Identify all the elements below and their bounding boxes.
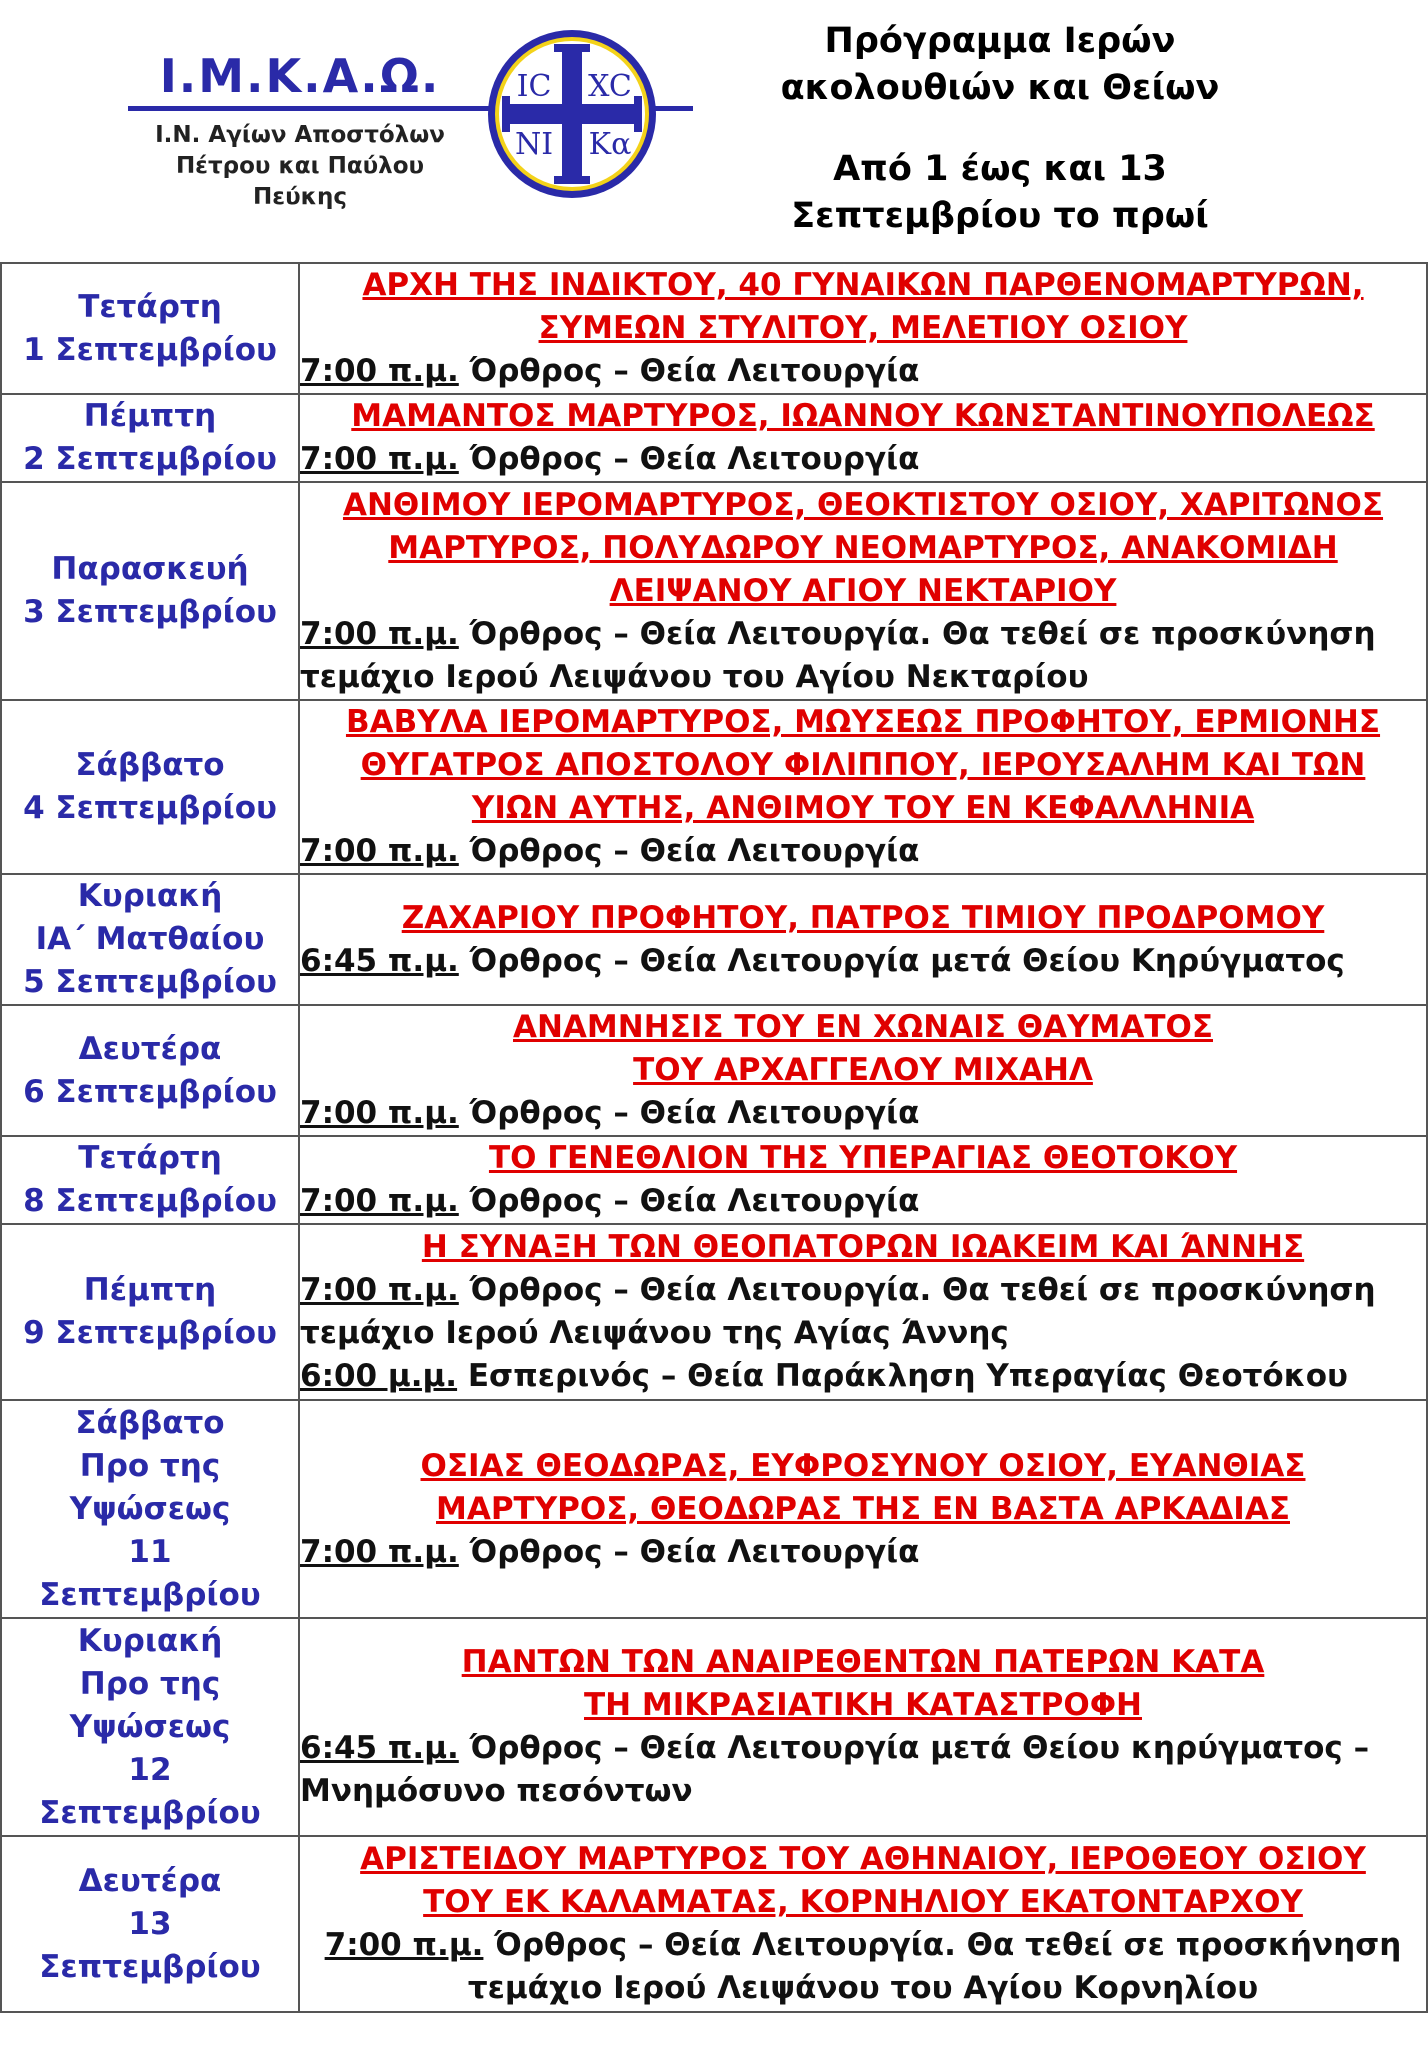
service-cell xyxy=(299,1005,1427,1136)
service-time: 6:45 π.μ. xyxy=(300,942,459,979)
service-line xyxy=(300,1092,1426,1135)
feast-name: ΑΝΘΙΜΟΥ ΙΕΡΟΜΑΡΤΥΡΟΣ, ΘΕΟΚΤΙΣΤΟΥ ΟΣΙΟΥ, ΧΑΡΙΤΩΝΟΣ xyxy=(342,486,1384,523)
parish-name-line: Πέτρου και Παύλου xyxy=(175,153,425,179)
seal-text: NI xyxy=(514,127,554,162)
schedule-row xyxy=(1,1400,1427,1618)
title-line: Πρόγραμμα Ιερών xyxy=(824,21,1176,61)
day-label: Σεπτεμβρίου xyxy=(39,1576,261,1613)
day-label: 8 Σεπτεμβρίου xyxy=(23,1183,277,1219)
day-cell xyxy=(1,394,299,482)
day-label: Κυριακή xyxy=(77,1622,223,1659)
service-description: Εσπερινός – Θεία Παράκληση Υπεραγίας Θεοτόκου xyxy=(457,1358,1348,1394)
service-time: 7:00 π.μ. xyxy=(300,353,459,389)
seal-text: IC xyxy=(516,69,552,104)
feast-name: ΥΙΩΝ ΑΥΤΗΣ, ΑΝΘΙΜΟΥ ΤΟΥ ΕΝ ΚΕΦΑΛΛΗΝΙΑ xyxy=(471,790,1255,826)
feast-name: ΣΥΜΕΩΝ ΣΤΥΛΙΤΟΥ, ΜΕΛΕΤΙΟΥ ΟΣΙΟΥ xyxy=(538,310,1188,346)
page-header xyxy=(0,0,1428,262)
day-label: Προ της xyxy=(79,1447,221,1484)
seal-text: Kα xyxy=(588,127,632,162)
day-label: 9 Σεπτεμβρίου xyxy=(23,1315,277,1351)
title-line: ακολουθιών και Θείων xyxy=(780,68,1220,108)
day-label: Πέμπτη xyxy=(83,398,217,434)
service-time: 7:00 π.μ. xyxy=(300,441,459,477)
parish-name-line: Ι.Ν. Αγίων Αποστόλων xyxy=(155,122,445,148)
day-label: 2 Σεπτεμβρίου xyxy=(23,441,277,477)
feast-name: ΤΗ ΜΙΚΡΑΣΙΑΤΙΚΗ ΚΑΤΑΣΤΡΟΦΗ xyxy=(584,1687,1142,1723)
feast-name: ΘΥΓΑΤΡΟΣ ΑΠΟΣΤΟΛΟΥ ΦΙΛΙΠΠΟΥ, ΙΕΡΟΥΣΑΛΗΜ ΚΑΙ ΤΩΝ xyxy=(360,747,1366,783)
subtitle-line: Σεπτεμβρίου το πρωί xyxy=(791,196,1209,236)
day-label: 3 Σεπτεμβρίου xyxy=(23,594,277,630)
day-label: 13 xyxy=(128,1905,172,1942)
feast-name: ΑΡΙΣΤΕΙΔΟΥ ΜΑΡΤΥΡΟΣ ΤΟΥ ΑΘΗΝΑΙΟΥ, ΙΕΡΟΘΕΟΥ ΟΣΙΟΥ xyxy=(360,1841,1366,1877)
day-label: Σάββατο xyxy=(75,747,225,783)
day-label: Πέμπτη xyxy=(83,1272,217,1308)
schedule-row xyxy=(1,482,1427,700)
service-cell xyxy=(299,700,1427,874)
feast-name: ΟΣΙΑΣ ΘΕΟΔΩΡΑΣ, ΕΥΦΡΟΣΥΝΟΥ ΟΣΙΟΥ, ΕΥΑΝΘΙΑΣ xyxy=(420,1447,1306,1484)
schedule-row xyxy=(1,700,1427,874)
service-cell xyxy=(299,1224,1427,1400)
schedule-row xyxy=(1,874,1427,1005)
service-description: Όρθρος – Θεία Λειτουργία μετά Θείου Κηρύγματος xyxy=(458,942,1345,979)
day-cell xyxy=(1,1836,299,2012)
schedule-row xyxy=(1,1224,1427,1400)
service-description: Όρθρος – Θεία Λειτουργία xyxy=(458,833,920,869)
schedule-row xyxy=(1,263,1427,394)
day-label: Υψώσεως xyxy=(69,1490,231,1527)
day-label: Σεπτεμβρίου xyxy=(39,1794,261,1831)
service-description: Όρθρος – Θεία Λειτουργία. Θα τεθεί σε προσκήνηση τεμάχιο Ιερού Λειψάνου του Αγίου Κορνηλίου xyxy=(467,1927,1402,2006)
feast-name: ΤΟΥ ΑΡΧΑΓΓΕΛΟΥ ΜΙΧΑΗΛ xyxy=(633,1052,1093,1088)
service-line xyxy=(300,1355,1426,1398)
day-cell xyxy=(1,263,299,394)
schedule-rows xyxy=(1,263,1427,2012)
day-label: Παρασκευή xyxy=(51,551,249,587)
feast-name: ΑΡΧΗ ΤΗΣ ΙΝΔΙΚΤΟΥ, 40 ΓΥΝΑΙΚΩΝ ΠΑΡΘΕΝΟΜΑΡΤΥΡΩΝ, xyxy=(362,267,1364,303)
service-line xyxy=(300,1727,1426,1813)
feast-name: ΤΟ ΓΕΝΕΘΛΙΟΝ ΤΗΣ ΥΠΕΡΑΓΙΑΣ ΘΕΟΤΟΚΟΥ xyxy=(488,1140,1238,1176)
service-cell xyxy=(299,1618,1427,1836)
service-description: Όρθρος – Θεία Λειτουργία μετά Θείου κηρύγματος – Μνημόσυνο πεσόντων xyxy=(300,1730,1370,1809)
service-time: 7:00 π.μ. xyxy=(324,1927,484,1963)
service-description: Όρθρος – Θεία Λειτουργία xyxy=(458,1183,920,1219)
feast-name: Η ΣΥΝΑΞΗ ΤΩΝ ΘΕΟΠΑΤΟΡΩΝ ΙΩΑΚΕΙΜ ΚΑΙ ΆΝΝΗΣ xyxy=(421,1229,1305,1265)
day-label: 12 xyxy=(128,1751,172,1788)
day-cell xyxy=(1,700,299,874)
schedule-row xyxy=(1,1136,1427,1224)
service-line xyxy=(300,940,1426,983)
service-cell xyxy=(299,482,1427,700)
service-line xyxy=(300,613,1426,699)
feast-name: ΜΑΡΤΥΡΟΣ, ΠΟΛΥΔΩΡΟΥ ΝΕΟΜΑΡΤΥΡΟΣ, ΑΝΑΚΟΜΙΔΗ xyxy=(388,529,1338,566)
service-description: Όρθρος – Θεία Λειτουργία xyxy=(458,1095,920,1131)
schedule-table xyxy=(0,262,1428,2013)
day-label: Τετάρτη xyxy=(78,1140,222,1176)
day-cell xyxy=(1,874,299,1005)
day-label: 5 Σεπτεμβρίου xyxy=(23,964,277,1000)
feast-name: ΒΑΒΥΛΑ ΙΕΡΟΜΑΡΤΥΡΟΣ, ΜΩΥΣΕΩΣ ΠΡΟΦΗΤΟΥ, ΕΡΜΙΟΝΗΣ xyxy=(345,704,1381,740)
parish-name xyxy=(120,120,480,213)
service-time: 6:45 π.μ. xyxy=(300,1730,459,1766)
day-cell xyxy=(1,1618,299,1836)
service-cell xyxy=(299,1400,1427,1618)
service-time: 7:00 π.μ. xyxy=(300,1533,459,1570)
day-cell xyxy=(1,1224,299,1400)
service-cell xyxy=(299,1836,1427,2012)
logo-wordmark xyxy=(120,48,480,104)
feast-name: ΜΑΡΤΥΡΟΣ, ΘΕΟΔΩΡΑΣ ΤΗΣ ΕΝ ΒΑΣΤΑ ΑΡΚΑΔΙΑΣ xyxy=(436,1490,1290,1527)
feast-name: ΠΑΝΤΩΝ ΤΩΝ ΑΝΑΙΡΕΘΕΝΤΩΝ ΠΑΤΕΡΩΝ ΚΑΤΑ xyxy=(461,1644,1265,1680)
service-time: 7:00 π.μ. xyxy=(300,833,459,869)
service-line xyxy=(300,438,1426,481)
schedule-title xyxy=(740,18,1260,240)
service-time: 7:00 π.μ. xyxy=(300,1272,459,1308)
day-label: 1 Σεπτεμβρίου xyxy=(23,331,277,368)
day-label: 6 Σεπτεμβρίου xyxy=(23,1073,277,1110)
day-cell xyxy=(1,1400,299,1618)
service-line xyxy=(300,1924,1426,2010)
schedule-row xyxy=(1,1618,1427,1836)
day-label: Δευτέρα xyxy=(78,1030,222,1067)
service-line xyxy=(300,1531,1426,1574)
service-line xyxy=(300,1269,1426,1355)
service-line xyxy=(300,1180,1426,1223)
service-description: Όρθρος – Θεία Λειτουργία xyxy=(458,353,920,389)
ic-xc-nika-seal-icon xyxy=(484,26,660,202)
service-line xyxy=(300,830,1426,873)
day-label: 4 Σεπτεμβρίου xyxy=(23,790,277,826)
logo-name: Ι.Μ.Κ.Α.Ω. xyxy=(159,49,441,103)
feast-name: ΜΑΜΑΝΤΟΣ ΜΑΡΤΥΡΟΣ, ΙΩΑΝΝΟΥ ΚΩΝΣΤΑΝΤΙΝΟΥΠΟΛΕΩΣ xyxy=(351,398,1375,434)
day-label: Τετάρτη xyxy=(78,288,222,325)
service-description: Όρθρος – Θεία Λειτουργία xyxy=(458,441,920,477)
feast-name: ΛΕΙΨΑΝΟΥ ΑΓΙΟΥ ΝΕΚΤΑΡΙΟΥ xyxy=(609,572,1117,609)
feast-name: ΤΟΥ ΕΚ ΚΑΛΑΜΑΤΑΣ, ΚΟΡΝΗΛΙΟΥ ΕΚΑΤΟΝΤΑΡΧΟΥ xyxy=(423,1884,1303,1920)
day-cell xyxy=(1,1005,299,1136)
subtitle-line: Από 1 έως και 13 xyxy=(833,149,1167,189)
feast-name: ΑΝΑΜΝΗΣΙΣ ΤΟΥ ΕΝ ΧΩΝΑΙΣ ΘΑΥΜΑΤΟΣ xyxy=(513,1009,1213,1045)
service-cell xyxy=(299,394,1427,482)
service-time: 7:00 π.μ. xyxy=(300,615,459,652)
schedule-row xyxy=(1,394,1427,482)
day-cell xyxy=(1,1136,299,1224)
service-time: 7:00 π.μ. xyxy=(300,1183,459,1219)
day-label: Δευτέρα xyxy=(78,1862,222,1899)
service-description: Όρθρος – Θεία Λειτουργία. Θα τεθεί σε προσκύνηση τεμάχιο Ιερού Λειψάνου της Αγίας Άννης xyxy=(300,1272,1376,1351)
feast-name: ΖΑΧΑΡΙΟΥ ΠΡΟΦΗΤΟΥ, ΠΑΤΡΟΣ ΤΙΜΙΟΥ ΠΡΟΔΡΟΜΟΥ xyxy=(401,899,1325,936)
day-label: Κυριακή xyxy=(77,878,223,914)
service-cell xyxy=(299,263,1427,394)
day-label: Σεπτεμβρίου xyxy=(39,1948,261,1985)
day-label: ΙΑ΄ Ματθαίου xyxy=(35,921,265,957)
seal-text: XC xyxy=(588,69,632,104)
parish-name-line: Πεύκης xyxy=(253,184,347,210)
schedule-row xyxy=(1,1005,1427,1136)
schedule-row xyxy=(1,1836,1427,2012)
service-line xyxy=(300,350,1426,393)
day-label: Προ της xyxy=(79,1665,221,1702)
day-label: Σάββατο xyxy=(75,1404,225,1441)
service-time: 6:00 μ.μ. xyxy=(300,1358,458,1394)
service-description: Όρθρος – Θεία Λειτουργία. Θα τεθεί σε προσκύνηση τεμάχιο Ιερού Λειψάνου του Αγίου Νεκταρίου xyxy=(300,615,1376,695)
day-label: 11 xyxy=(128,1533,172,1570)
day-label: Υψώσεως xyxy=(69,1708,231,1745)
day-cell xyxy=(1,482,299,700)
service-cell xyxy=(299,874,1427,1005)
service-description: Όρθρος – Θεία Λειτουργία xyxy=(458,1533,920,1570)
service-cell xyxy=(299,1136,1427,1224)
service-time: 7:00 π.μ. xyxy=(300,1095,459,1131)
